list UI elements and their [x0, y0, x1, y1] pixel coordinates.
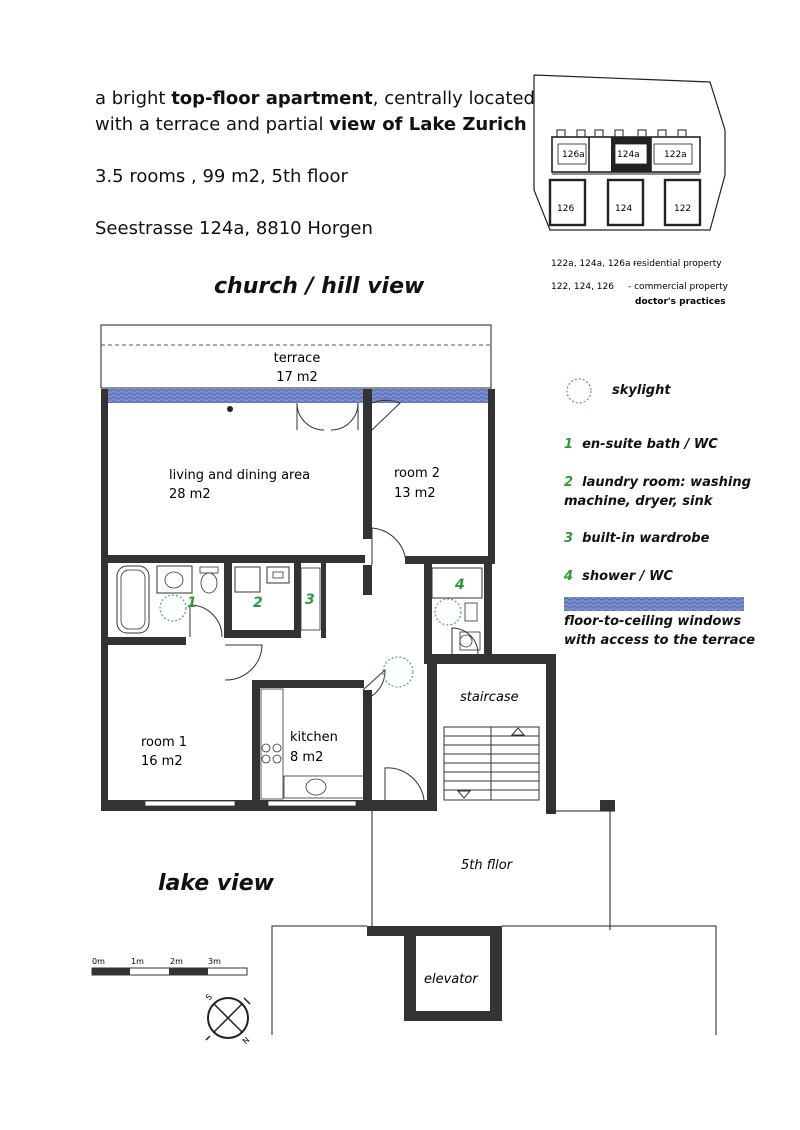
scale-label: 2m	[170, 957, 183, 966]
site-unit-label: 124	[615, 204, 633, 214]
room1-label: room 1	[141, 735, 188, 750]
terrace-area: 17 m2	[276, 370, 318, 385]
legend-item	[564, 475, 751, 490]
legend-number: 3	[564, 531, 574, 546]
intro-line-3: 3.5 rooms , 99 m2, 5th floor	[95, 166, 348, 187]
legend-number: 1	[564, 437, 574, 452]
site-unit-label: 126a	[562, 150, 585, 160]
legend-number: 2	[564, 475, 574, 490]
intro-text: a bright	[95, 88, 172, 109]
intro-line-4: Seestrasse 124a, 8810 Horgen	[95, 218, 373, 239]
kitchen-area: 8 m2	[290, 750, 324, 765]
elevator-label: elevator	[424, 972, 478, 987]
site-unit-label: 122	[674, 204, 692, 214]
legend-number: 4	[564, 569, 574, 584]
site-unit-label: 124a	[617, 150, 640, 160]
scale-bar	[92, 957, 247, 975]
heading-lake-view: lake view	[158, 871, 274, 896]
site-note-commercial-desc: - commercial property	[628, 282, 728, 292]
legend-item	[564, 494, 712, 509]
staircase-steps	[444, 727, 539, 800]
site-note-commercial-sub: doctor's practices	[635, 297, 726, 307]
site-note-residential-desc: residential property	[633, 259, 722, 269]
terrace-label: terrace	[273, 351, 321, 366]
staircase-label: staircase	[460, 690, 519, 705]
legend-label: built-in wardrobe	[582, 531, 710, 546]
window-living	[108, 389, 363, 403]
site-note-residential-codes: 122a, 124a, 126a -	[551, 259, 637, 269]
legend-windows-line1: floor-to-ceiling windows	[564, 614, 742, 629]
legend-windows-line2: with access to the terrace	[564, 633, 756, 648]
window-room2	[372, 389, 488, 403]
room2-area: 13 m2	[394, 486, 436, 501]
kitchen-label: kitchen	[290, 730, 338, 745]
compass-letter-n: N	[240, 1035, 252, 1046]
legend-label: machine, dryer, sink	[564, 494, 713, 509]
scale-label: 3m	[208, 957, 221, 966]
site-unit-label: 126	[557, 204, 575, 214]
window-legend-swatch	[564, 597, 744, 611]
scale-label: 1m	[131, 957, 144, 966]
compass-icon	[204, 992, 251, 1046]
legend-item	[564, 569, 673, 584]
site-unit-label: 122a	[664, 150, 687, 160]
legend-item	[564, 437, 718, 452]
room-number-1: 1	[187, 595, 197, 611]
intro-text: , centrally located	[372, 88, 535, 109]
living-area: 28 m2	[169, 487, 211, 502]
room-number-4: 4	[455, 577, 465, 593]
legend-item	[564, 531, 709, 546]
compass-letter-s: S	[204, 992, 215, 1003]
fifth-floor-label: 5th fllor	[461, 858, 513, 873]
intro-text: with a terrace and partial	[95, 114, 330, 135]
site-note-commercial-codes: 122, 124, 126	[551, 282, 614, 292]
bathtub	[117, 566, 149, 633]
legend-label: en-suite bath / WC	[582, 437, 718, 452]
heading-church-hill-view: church / hill view	[214, 274, 425, 299]
room2-label: room 2	[394, 466, 441, 481]
legend-label: laundry room: washing	[582, 475, 751, 490]
legend-label: shower / WC	[582, 569, 673, 584]
intro-bold: top-floor apartment	[171, 88, 373, 109]
living-label: living and dining area	[169, 468, 311, 483]
intro-bold: view of Lake Zurich	[329, 114, 527, 135]
skylight-legend-icon	[565, 377, 595, 405]
legend-skylight: skylight	[612, 383, 671, 398]
room-number-3: 3	[305, 592, 315, 608]
scale-label: 0m	[92, 957, 105, 966]
room-number-2: 2	[253, 595, 263, 611]
room1-area: 16 m2	[141, 754, 183, 769]
